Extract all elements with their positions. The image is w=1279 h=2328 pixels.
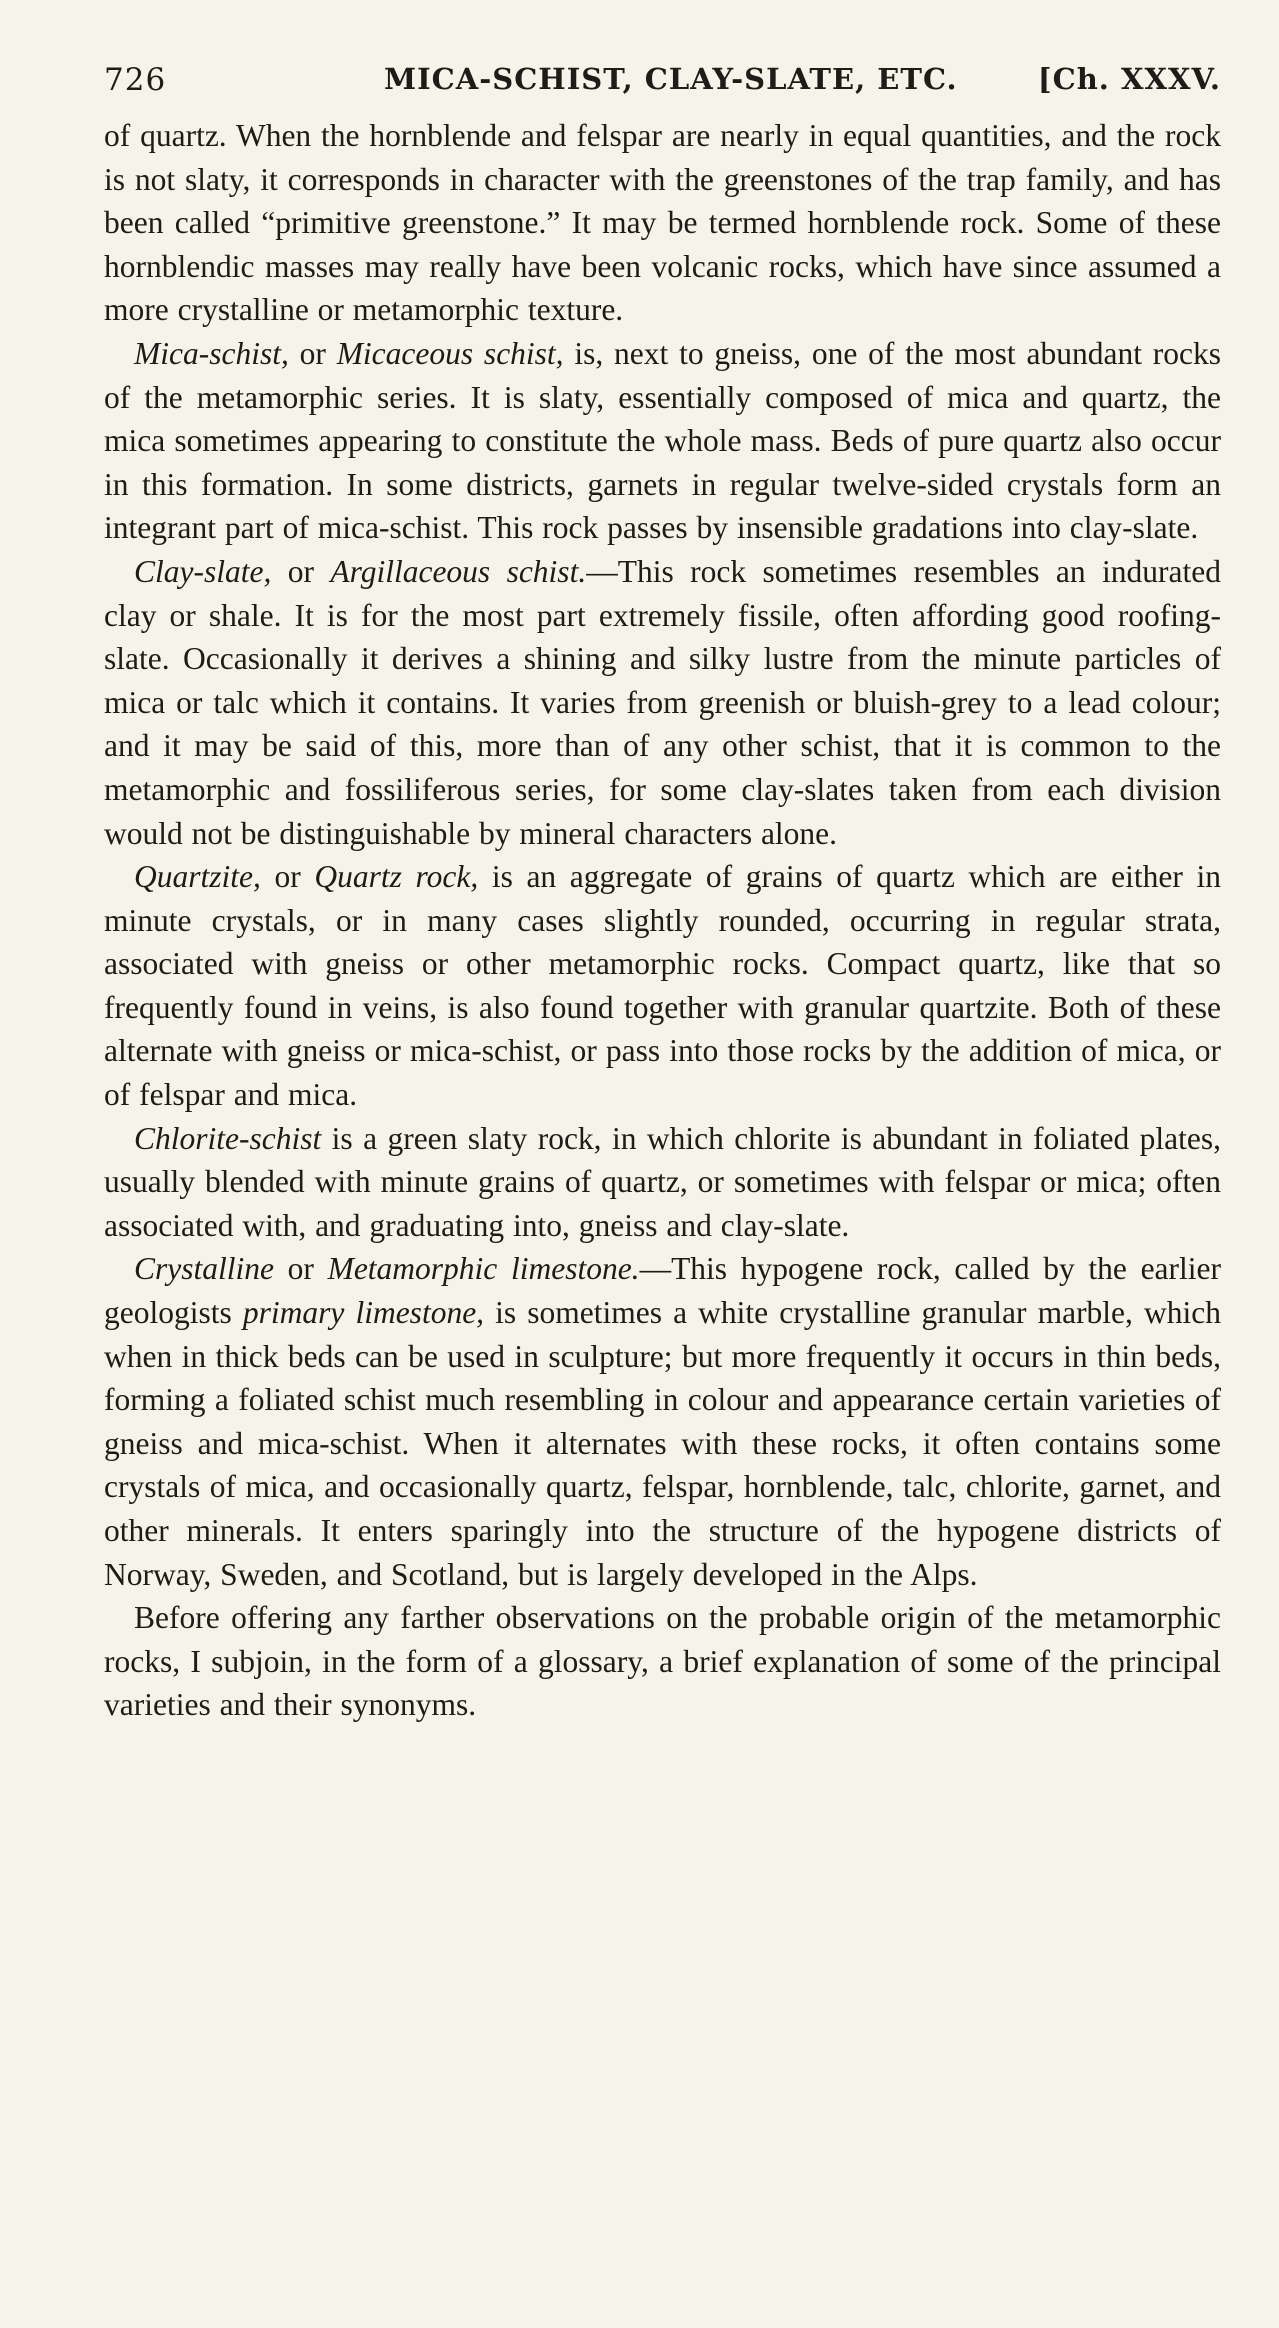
- paragraph-chlorite-schist: Chlorite-schist is a green slaty rock, in which chlorite is abundant in foliated plates, usually blended with minute grains of quartz, or sometimes with felspar or mica; often associated with, and graduating into, gneiss and clay-slate.: [104, 1120, 1221, 1243]
- term-crystalline: Crystalline: [134, 1251, 274, 1287]
- term-argillaceous-schist: Argillaceous schist.: [330, 553, 587, 589]
- page-number: 726: [104, 62, 167, 98]
- term-metamorphic-limestone: Metamorphic limestone.: [327, 1251, 640, 1287]
- body-text: [104, 114, 1221, 1727]
- paragraph-mica-schist: Mica-schist, or Micaceous schist, is, next to gneiss, one of the most abundant rocks of the metamorphic series. It is slaty, essentially composed of mica and quartz, the mica sometimes appearing to constitute the whole mass. Beds of pure quartz also occur in this formation. In some districts, garnets in regular twelve-sided crystals form an integrant part of mica-schist. This rock passes by insensible gradations into clay-slate.: [104, 335, 1221, 546]
- paragraph-clay-slate: Clay-slate, or Argillaceous schist.—This rock sometimes resembles an indurated clay or shale. It is for the most part extremely fissile, often affording good roofing-slate. Occasionally it derives a shining and silky lustre from the minute particles of mica or talc which it contains. It varies from greenish or bluish-grey to a lead colour; and it may be said of this, more than of any other schist, that it is common to the metamorphic and fossiliferous series, for some clay-slates taken from each division would not be distinguishable by mineral characters alone.: [104, 553, 1221, 851]
- paragraph-crystalline-limestone: Crystalline or Metamorphic limestone.—This hypogene rock, called by the earlier geologists primary limestone, is sometimes a white crystalline granular marble, which when in thick beds can be used in sculpture; but more frequently it occurs in thin beds, forming a foliated schist much resembling in colour and appearance certain varieties of gneiss and mica-schist. When it alternates with these rocks, it often contains some crystals of mica, and occasionally quartz, felspar, hornblende, talc, chlorite, garnet, and other minerals. It enters sparingly into the structure of the hypogene districts of Norway, Sweden, and Scotland, but is largely developed in the Alps.: [104, 1251, 1221, 1592]
- running-header: [104, 62, 1221, 106]
- term-chlorite-schist: Chlorite-schist: [134, 1120, 322, 1156]
- paragraph-hornblende: of quartz. When the hornblende and felspar are nearly in equal quantities, and the rock is not slaty, it corresponds in character with the greenstones of the trap family, and has been called “primitive greenstone.” It may be termed hornblende rock. Some of these hornblendic masses may really have been volcanic rocks, which have since assumed a more crystalline or metamorphic texture.: [104, 118, 1221, 328]
- term-quartzite: Quartzite,: [134, 859, 261, 895]
- paragraph-quartzite: Quartzite, or Quartz rock, is an aggregate of grains of quartz which are either in minute crystals, or in many cases slightly rounded, occurring in regular strata, associated with gneiss or other metamorphic rocks. Compact quartz, like that so frequently found in veins, is also found together with granular quartzite. Both of these alternate with gneiss or mica-schist, or pass into those rocks by the addition of mica, or of felspar and mica.: [104, 859, 1221, 1113]
- term-clay-slate: Clay-slate,: [134, 553, 272, 589]
- term-quartz-rock: Quartz rock,: [314, 859, 479, 895]
- term-micaceous-schist: Micaceous schist,: [336, 335, 564, 371]
- paragraph-glossary-intro: Before offering any farther observations on the probable origin of the metamorphic rocks, I subjoin, in the form of a glossary, a brief explanation of some of the principal varieties and their synonyms.: [104, 1600, 1221, 1723]
- running-title: MICA-SCHIST, CLAY-SLATE, ETC.: [384, 62, 958, 96]
- chapter-label: [Ch. XXXV.: [1037, 62, 1221, 96]
- term-mica-schist: Mica-schist,: [134, 335, 289, 371]
- term-primary-limestone: primary limestone,: [242, 1295, 485, 1331]
